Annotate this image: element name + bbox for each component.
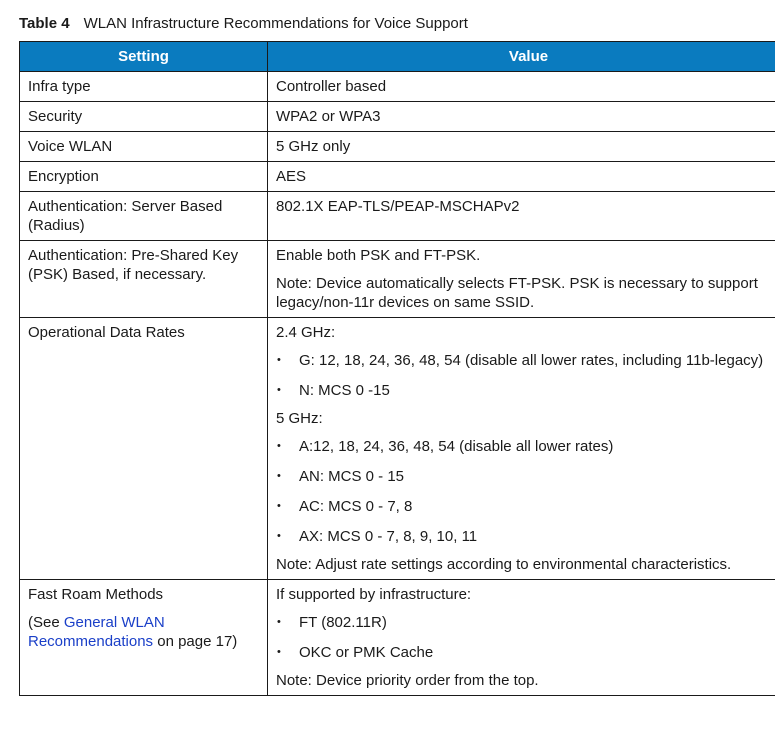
table-caption	[19, 14, 468, 34]
bullet-icon: •	[277, 646, 281, 658]
setting-cell: Authentication: Pre-Shared Key (PSK) Based, if necessary.	[20, 241, 268, 318]
table-row	[20, 132, 775, 162]
roam-list	[276, 613, 775, 662]
setting-cell: Infra type	[20, 72, 268, 102]
list-item	[276, 497, 775, 516]
list-item	[276, 527, 775, 546]
table-row	[20, 580, 775, 696]
list-item	[276, 437, 775, 456]
bullet-icon: •	[277, 384, 281, 396]
list-item	[276, 351, 775, 370]
wlan-recommendations-table	[19, 41, 775, 696]
list-item	[276, 381, 775, 400]
list-item-text: A:12, 18, 24, 36, 48, 54 (disable all lower rates)	[299, 438, 614, 455]
rate-list	[276, 351, 775, 400]
table-caption-label: Table 4	[19, 15, 70, 32]
list-item-text: N: MCS 0 -15	[299, 382, 390, 399]
value-note: Note: Adjust rate settings according to environmental characteristics.	[276, 556, 732, 573]
value-cell: 802.1X EAP-TLS/PEAP-MSCHAPv2	[268, 192, 775, 241]
table-row	[20, 102, 775, 132]
see-prefix: (See	[28, 614, 64, 631]
setting-cell	[20, 580, 268, 696]
value-cell	[268, 241, 775, 318]
header-value: Value	[268, 42, 775, 72]
band-heading: 2.4 GHz:	[276, 324, 336, 341]
setting-cell: Encryption	[20, 162, 268, 192]
value-cell	[268, 318, 775, 580]
table-header-row	[20, 42, 775, 72]
value-cell	[268, 580, 775, 696]
band-heading: 5 GHz:	[276, 410, 323, 427]
header-setting: Setting	[20, 42, 268, 72]
setting-cell: Authentication: Server Based (Radius)	[20, 192, 268, 241]
table-row	[20, 241, 775, 318]
table-row	[20, 192, 775, 241]
value-note: Note: Device automatically selects FT-PSK. PSK is necessary to support legacy/non-11r devices on same SSID.	[276, 275, 758, 311]
value-cell: Controller based	[268, 72, 775, 102]
list-item-text: AX: MCS 0 - 7, 8, 9, 10, 11	[299, 528, 478, 545]
list-item	[276, 643, 775, 662]
bullet-icon: •	[277, 500, 281, 512]
table-row	[20, 318, 775, 580]
see-suffix: on page 17)	[153, 633, 238, 650]
setting-text: Fast Roam Methods	[28, 586, 164, 603]
rate-list	[276, 437, 775, 546]
list-item-text: FT (802.11R)	[299, 614, 387, 631]
setting-cell: Voice WLAN	[20, 132, 268, 162]
value-cell: AES	[268, 162, 775, 192]
value-text: Enable both PSK and FT-PSK.	[276, 247, 481, 264]
general-wlan-recommendations-link[interactable]: General WLAN Recommendations	[28, 614, 165, 650]
bullet-icon: •	[277, 616, 281, 628]
bullet-icon: •	[277, 470, 281, 482]
see-reference	[28, 613, 259, 651]
value-text: If supported by infrastructure:	[276, 586, 472, 603]
table-row	[20, 72, 775, 102]
value-note: Note: Device priority order from the top.	[276, 672, 539, 689]
bullet-icon: •	[277, 530, 281, 542]
bullet-icon: •	[277, 354, 281, 366]
list-item	[276, 467, 775, 486]
list-item-text: OKC or PMK Cache	[299, 644, 434, 661]
table-caption-title: WLAN Infrastructure Recommendations for Voice Support	[83, 15, 468, 32]
list-item	[276, 613, 775, 632]
table-row	[20, 162, 775, 192]
value-cell: 5 GHz only	[268, 132, 775, 162]
list-item-text: AN: MCS 0 - 15	[299, 468, 405, 485]
value-cell: WPA2 or WPA3	[268, 102, 775, 132]
list-item-text: AC: MCS 0 - 7, 8	[299, 498, 413, 515]
list-item-text: G: 12, 18, 24, 36, 48, 54 (disable all lower rates, including 11b-legacy)	[299, 352, 764, 369]
setting-cell: Operational Data Rates	[20, 318, 268, 580]
setting-cell: Security	[20, 102, 268, 132]
bullet-icon: •	[277, 440, 281, 452]
